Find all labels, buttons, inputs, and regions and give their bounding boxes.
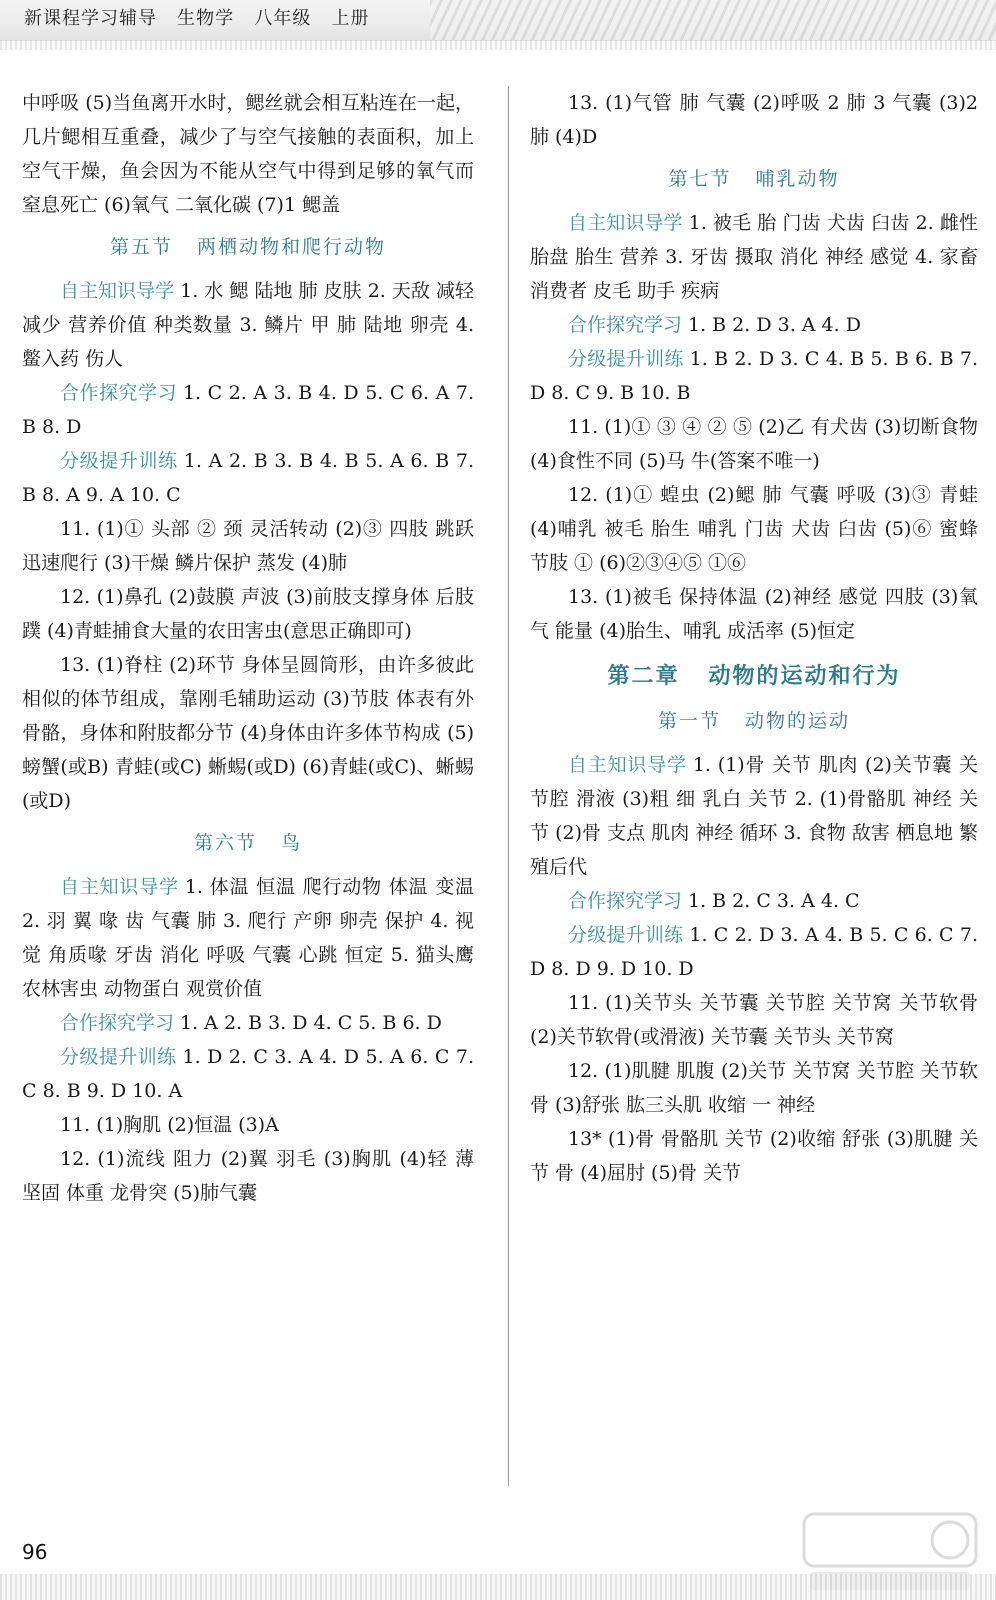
section6-title: 第六节 鸟 <box>193 832 303 854</box>
sec5-zizhu <box>22 274 474 376</box>
sec5-zizhu-label: 自主知识导学 <box>60 280 175 302</box>
sec5-hezuo <box>22 376 474 444</box>
sec7-q13: 13. (1)被毛 保持体温 (2)神经 感觉 四肢 (3)氧气 能量 (4)胎生、哺乳 成活率 (5)恒定 <box>530 586 978 642</box>
sec5-q12: 12. (1)鼻孔 (2)鼓膜 声波 (3)前肢支撑身体 后肢 蹼 (4)青蛙捕食大量的农田害虫(意思正确即可) <box>22 586 474 642</box>
sec5-zizhu-text: 1. 水 鳃 陆地 肺 皮肤 2. 天敌 减轻 减少 营养价值 种类数量 3. 鳞片 甲 肺 陆地 卵壳 4. 鳖入药 伤人 <box>22 280 474 370</box>
ch2s1-hezuo <box>530 884 978 918</box>
sec6-fenji <box>22 1040 474 1108</box>
sec7-hezuo-text: 1. B 2. D 3. A 4. D <box>688 314 861 336</box>
sec5-q13: 13. (1)脊柱 (2)环节 身体呈圆筒形，由许多彼此相似的体节组成，靠刚毛辅助运动 (3)节肢 体表有外骨骼，身体和附肢都分节 (4)身体由许多体节构成 (5)螃蟹(或B) 青蛙(或C) 蜥蜴(或D) (6)青蛙(或C)、蜥蜴(或D) <box>22 654 474 812</box>
ch2s1-zizhu-label: 自主知识导学 <box>568 754 687 776</box>
sec7-q12: 12. (1)① 蝗虫 (2)鳃 肺 气囊 呼吸 (3)③ 青蛙 (4)哺乳 被毛 胎生 哺乳 门齿 犬齿 臼齿 (5)⑥ 蜜蜂 节肢 ① (6)②③④⑤ ①⑥ <box>530 484 978 574</box>
page-header <box>0 0 996 41</box>
sec5-fenji-label: 分级提升训练 <box>60 450 178 472</box>
ch2-section1-title: 第一节 动物的运动 <box>657 710 851 732</box>
sec5-hezuo-text: 1. C 2. A 3. B 4. D 5. C 6. A 7. B 8. D <box>22 382 474 438</box>
ch2s1-zizhu-text: 1. (1)骨 关节 肌肉 (2)关节囊 关节腔 滑液 (3)粗 细 乳白 关节 2. (1)骨骼肌 神经 关节 (2)骨 支点 肌肉 神经 循环 3. 食物 敌害 栖息地 繁殖后代 <box>530 754 978 878</box>
prev-q13: 13. (1)气管 肺 气囊 (2)呼吸 2 肺 3 气囊 (3)2 肺 (4)D <box>530 92 978 148</box>
left-column <box>22 86 474 1210</box>
sec7-zizhu <box>530 206 978 308</box>
ch2s1-zizhu <box>530 748 978 884</box>
sec7-zizhu-label: 自主知识导学 <box>568 212 683 234</box>
ch2s1-q13: 13* (1)骨 骨骼肌 关节 (2)收缩 舒张 (3)肌腱 关节 骨 (4)屈肘 (5)骨 关节 <box>530 1128 978 1184</box>
sec7-hezuo <box>530 308 978 342</box>
section7-title: 第七节 哺乳动物 <box>668 168 840 190</box>
section5-title: 第五节 两栖动物和爬行动物 <box>109 236 387 258</box>
sec5-fenji <box>22 444 474 512</box>
sec6-q11: 11. (1)胸肌 (2)恒温 (3)A <box>60 1114 279 1136</box>
sec5-hezuo-label: 合作探究学习 <box>60 382 177 404</box>
sec7-q11: 11. (1)① ③ ④ ② ⑤ (2)乙 有犬齿 (3)切断食物 (4)食性不同 (5)马 牛(答案不唯一) <box>530 416 978 472</box>
right-column <box>530 86 978 1190</box>
sec6-zizhu <box>22 870 474 1006</box>
sec6-fenji-text: 1. D 2. C 3. A 4. D 5. A 6. C 7. C 8. B 9. D 10. A <box>22 1046 474 1102</box>
sec6-hezuo <box>22 1006 474 1040</box>
page-number: 96 <box>22 1540 48 1564</box>
ch2s1-fenji-label: 分级提升训练 <box>568 924 684 946</box>
chapter2-title: 第二章 动物的运动和行为 <box>607 663 901 689</box>
sec7-fenji <box>530 342 978 410</box>
left-intro-paragraph: 中呼吸 (5)当鱼离开水时，鳃丝就会相互粘连在一起，几片鳃相互重叠，减少了与空气接触的表面积，加上空气干燥，鱼会因为不能从空气中得到足够的氧气而窒息死亡 (6)氧气 二氧化碳 (7)1 鳃盖 <box>22 92 474 216</box>
sec6-q12: 12. (1)流线 阻力 (2)翼 羽毛 (3)胸肌 (4)轻 薄 坚固 体重 龙骨突 (5)肺气囊 <box>22 1148 474 1204</box>
sec7-hezuo-label: 合作探究学习 <box>568 314 683 336</box>
ch2s1-fenji-text: 1. C 2. D 3. A 4. B 5. C 6. C 7. D 8. D 9. D 10. D <box>530 924 978 980</box>
sec5-q11: 11. (1)① 头部 ② 颈 灵活转动 (2)③ 四肢 跳跃 迅速爬行 (3)干燥 鳞片保护 蒸发 (4)肺 <box>22 518 474 574</box>
ch2s1-hezuo-label: 合作探究学习 <box>568 890 683 912</box>
sec6-zizhu-label: 自主知识导学 <box>60 876 179 898</box>
header-title: 新课程学习辅导 生物学 八年级 上册 <box>24 8 370 29</box>
sec6-hezuo-text: 1. A 2. B 3. D 4. C 5. B 6. D <box>180 1012 442 1034</box>
sec6-zizhu-text: 1. 体温 恒温 爬行动物 体温 变温 2. 羽 翼 喙 齿 气囊 肺 3. 爬行 产卵 卵壳 保护 4. 视觉 角质喙 牙齿 消化 呼吸 气囊 心跳 恒定 5. 猫头鹰 农林害虫 动物蛋白 观赏价值 <box>22 876 474 1000</box>
ch2s1-hezuo-text: 1. B 2. C 3. A 4. C <box>688 890 860 912</box>
header-decoration <box>430 0 996 40</box>
sec7-fenji-text: 1. B 2. D 3. C 4. B 5. B 6. B 7. D 8. C 9. B 10. B <box>530 348 978 404</box>
ch2s1-fenji <box>530 918 978 986</box>
ch2s1-q11: 11. (1)关节头 关节囊 关节腔 关节窝 关节软骨 (2)关节软骨(或滑液) 关节囊 关节头 关节窝 <box>530 992 978 1048</box>
column-divider <box>508 86 509 1486</box>
ch2s1-q12: 12. (1)肌腱 肌腹 (2)关节 关节窝 关节腔 关节软骨 (3)舒张 肱三头肌 收缩 一 神经 <box>530 1060 978 1116</box>
sec5-fenji-text: 1. A 2. B 3. B 4. B 5. A 6. B 7. B 8. A 9. A 10. C <box>22 450 474 506</box>
header-strip <box>0 40 996 50</box>
footer-strip <box>0 1574 996 1600</box>
sec7-fenji-label: 分级提升训练 <box>568 348 684 370</box>
sec6-hezuo-label: 合作探究学习 <box>60 1012 175 1034</box>
sec6-fenji-label: 分级提升训练 <box>60 1046 177 1068</box>
sec7-zizhu-text: 1. 被毛 胎 门齿 犬齿 臼齿 2. 雌性 胎盘 胎生 营养 3. 牙齿 摄取 消化 神经 感觉 4. 家畜 消费者 皮毛 助手 疾病 <box>530 212 978 302</box>
